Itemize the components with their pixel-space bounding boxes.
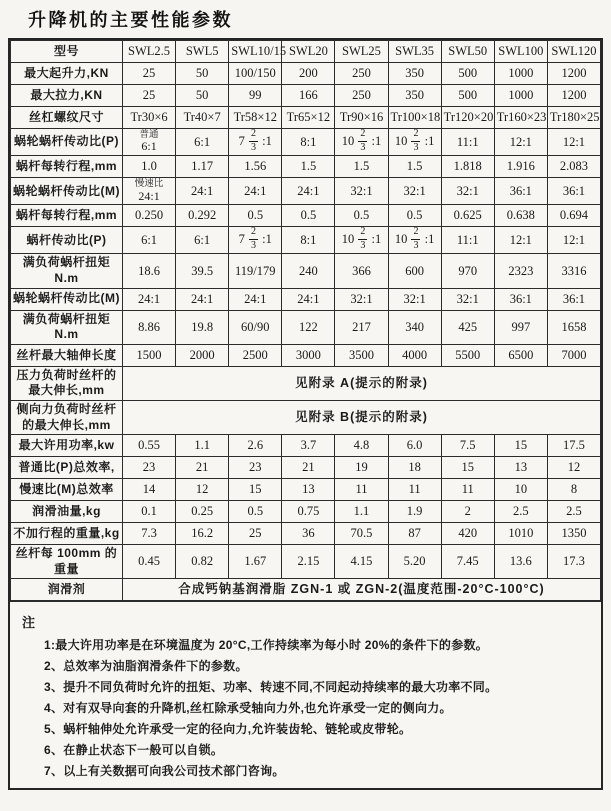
table-cell: 2.083: [547, 156, 600, 178]
table-cell: [229, 129, 282, 156]
table-cell: 250: [335, 63, 388, 85]
table-cell: 122: [282, 310, 335, 344]
column-header-model: SWL20: [282, 41, 335, 63]
table-cell: 12: [176, 479, 229, 501]
table-cell: 0.25: [176, 501, 229, 523]
table-cell: 25: [123, 63, 176, 85]
table-cell: 8.86: [123, 310, 176, 344]
table-cell: 15: [441, 457, 494, 479]
spanned-value-cell: 见附录 B(提示的附录): [123, 401, 601, 435]
table-cell: 5500: [441, 344, 494, 366]
table-cell: 4000: [388, 344, 441, 366]
table-cell: 25: [123, 85, 176, 107]
table-cell: 50: [176, 85, 229, 107]
table-cell: 17.3: [547, 545, 600, 579]
table-cell: 12:1: [547, 227, 600, 254]
ratio-suffix: :1: [259, 133, 272, 148]
table-cell: 17.5: [547, 435, 600, 457]
column-header-model: SWL25: [335, 41, 388, 63]
table-cell: 970: [441, 254, 494, 288]
fraction-numerator: 2: [358, 129, 367, 142]
table-cell: 1200: [547, 85, 600, 107]
row-label: 蜗轮蜗杆传动比(P): [11, 129, 123, 156]
table-cell: Tr40×7: [176, 107, 229, 129]
table-cell: 1000: [494, 63, 547, 85]
table-row: [11, 401, 601, 435]
table-cell: [388, 129, 441, 156]
table-row: [11, 254, 601, 288]
table-cell: 0.5: [229, 501, 282, 523]
table-cell: 0.625: [441, 205, 494, 227]
ratio-whole-part: 10: [394, 232, 411, 247]
table-cell: 0.694: [547, 205, 600, 227]
table-cell: 1.916: [494, 156, 547, 178]
table-cell: 0.55: [123, 435, 176, 457]
table-cell: 6.0: [388, 435, 441, 457]
notes-list: [20, 635, 589, 782]
table-cell: 2500: [229, 344, 282, 366]
table-cell: Tr180×25: [547, 107, 600, 129]
table-cell: 8:1: [282, 227, 335, 254]
table-cell: 24:1: [176, 288, 229, 310]
table-cell: 0.250: [123, 205, 176, 227]
table-cell: 6:1: [123, 227, 176, 254]
spanned-value-cell: 见附录 A(提示的附录): [123, 366, 601, 400]
ratio-suffix: :1: [368, 232, 382, 247]
page-title: 升降机的主要性能参数: [28, 10, 233, 30]
table-cell: 99: [229, 85, 282, 107]
table-cell: 350: [388, 85, 441, 107]
fraction-numerator: 2: [411, 129, 420, 142]
table-cell: 32:1: [388, 178, 441, 205]
table-cell: 420: [441, 523, 494, 545]
table-cell: Tr90×16: [335, 107, 388, 129]
table-cell: 2.5: [547, 501, 600, 523]
table-cell: 11: [335, 479, 388, 501]
table-cell: 3316: [547, 254, 600, 288]
table-cell: 1350: [547, 523, 600, 545]
fraction-numerator: 2: [249, 227, 258, 240]
fraction-denominator: 3: [360, 142, 366, 154]
table-cell: 13: [282, 479, 335, 501]
row-label: 润滑剂: [11, 579, 123, 601]
table-cell: 12:1: [494, 129, 547, 156]
note-item: 7、以上有关数据可向我公司技术部门咨询。: [44, 764, 285, 779]
table-row: [11, 310, 601, 344]
table-cell: 0.5: [229, 205, 282, 227]
table-row: [11, 501, 601, 523]
table-cell: 18.6: [123, 254, 176, 288]
table-cell: 11:1: [441, 129, 494, 156]
ratio-whole-part: 10: [341, 232, 358, 247]
row-label: 丝杠螺纹尺寸: [11, 107, 123, 129]
table-cell: 0.638: [494, 205, 547, 227]
table-cell: 36:1: [547, 178, 600, 205]
table-cell: 1.5: [282, 156, 335, 178]
table-row: [11, 344, 601, 366]
row-label: 最大拉力,KN: [11, 85, 123, 107]
table-cell: 0.5: [282, 205, 335, 227]
note-item: 5、蜗杆轴伸处允许承受一定的径向力,允许装齿轮、链轮或皮带轮。: [44, 722, 412, 737]
table-cell: 166: [282, 85, 335, 107]
stacked-cell-bottom: 24:1: [138, 188, 160, 203]
table-row: [11, 366, 601, 400]
table-cell: 240: [282, 254, 335, 288]
table-cell: 0.82: [176, 545, 229, 579]
table-cell: 24:1: [282, 178, 335, 205]
fraction-numerator: 2: [358, 227, 367, 240]
row-label: 蜗杆传动比(P): [11, 227, 123, 254]
column-header-model: SWL10/15: [229, 41, 282, 63]
table-cell: 32:1: [335, 178, 388, 205]
table-cell: 36:1: [494, 178, 547, 205]
table-cell: 39.5: [176, 254, 229, 288]
table-cell: 21: [282, 457, 335, 479]
row-label: 最大起升力,KN: [11, 63, 123, 85]
table-cell: 425: [441, 310, 494, 344]
table-cell: 500: [441, 63, 494, 85]
note-item: 3、提升不同负荷时允许的扭矩、功率、转速不同,不同起动持续率的最大功率不同。: [44, 680, 498, 695]
table-cell: 0.75: [282, 501, 335, 523]
table-header: [11, 41, 601, 63]
table-cell: Tr160×23: [494, 107, 547, 129]
ratio-suffix: :1: [368, 133, 382, 148]
table-cell: [335, 129, 388, 156]
table-cell: 32:1: [335, 288, 388, 310]
table-cell: 23: [123, 457, 176, 479]
notes-section: [10, 601, 601, 788]
table-cell: 1.5: [335, 156, 388, 178]
table-cell: 1.9: [388, 501, 441, 523]
table-cell: 87: [388, 523, 441, 545]
table-cell: 7.45: [441, 545, 494, 579]
table-cell: 2000: [176, 344, 229, 366]
table-cell: 36: [282, 523, 335, 545]
table-cell: 7.5: [441, 435, 494, 457]
table-cell: 13: [494, 457, 547, 479]
table-cell: 3.7: [282, 435, 335, 457]
table-cell: 5.20: [388, 545, 441, 579]
table-cell: 24:1: [229, 178, 282, 205]
ratio-whole-part: 10: [341, 133, 358, 148]
ratio-whole-part: 7: [238, 232, 249, 247]
table-cell: 1.5: [388, 156, 441, 178]
stacked-cell-top: 慢速比: [134, 179, 164, 190]
stacked-cell-top: 普通: [139, 130, 159, 140]
table-cell: 4.8: [335, 435, 388, 457]
table-cell: 24:1: [229, 288, 282, 310]
table-cell: [388, 227, 441, 254]
table-cell: 2.5: [494, 501, 547, 523]
row-label: 丝杆每 100mm 的重量: [11, 545, 123, 579]
fraction: [411, 129, 420, 153]
table-row: [11, 156, 601, 178]
fraction: [249, 227, 258, 251]
table-cell: [123, 178, 176, 205]
stacked-cell-bottom: 6:1: [141, 139, 157, 154]
fraction-numerator: 2: [411, 227, 420, 240]
fraction-denominator: 3: [413, 142, 419, 154]
table-cell: 0.5: [388, 205, 441, 227]
table-cell: 217: [335, 310, 388, 344]
note-item: 2、总效率为油脂润滑条件下的参数。: [44, 659, 248, 674]
column-header-model: SWL35: [388, 41, 441, 63]
table-cell: 13.6: [494, 545, 547, 579]
row-label: 满负荷蜗杆扭矩 N.m: [11, 310, 123, 344]
column-header-model: SWL50: [441, 41, 494, 63]
ratio-suffix: :1: [421, 232, 435, 247]
table-cell: 1658: [547, 310, 600, 344]
table-cell: 250: [335, 85, 388, 107]
table-cell: 366: [335, 254, 388, 288]
note-item: 6、在静止状态下一般可以自锁。: [44, 743, 224, 758]
table-cell: 12:1: [547, 129, 600, 156]
row-label: 润滑油量,kg: [11, 501, 123, 523]
table-cell: 1500: [123, 344, 176, 366]
table-cell: 14: [123, 479, 176, 501]
table-cell: 25: [229, 523, 282, 545]
table-cell: 1010: [494, 523, 547, 545]
table-cell: 24:1: [282, 288, 335, 310]
header-row: [11, 41, 601, 63]
table-cell: 19.8: [176, 310, 229, 344]
table-row: [11, 63, 601, 85]
table-cell: 12: [547, 457, 600, 479]
table-body: [11, 63, 601, 601]
table-cell: Tr65×12: [282, 107, 335, 129]
fraction: [358, 129, 367, 153]
row-label: 蜗杆每转行程,mm: [11, 205, 123, 227]
row-label: 蜗轮蜗杆传动比(M): [11, 178, 123, 205]
table-cell: 24:1: [176, 178, 229, 205]
row-label: 慢速比(M)总效率: [11, 479, 123, 501]
row-label: 最大许用功率,kw: [11, 435, 123, 457]
table-cell: 200: [282, 63, 335, 85]
table-row: [11, 205, 601, 227]
table-cell: 8:1: [282, 129, 335, 156]
row-label: 侧向力负荷时丝杆的最大伸长,mm: [11, 401, 123, 435]
row-label: 不加行程的重量,kg: [11, 523, 123, 545]
note-item: 1:最大许用功率是在环境温度为 20°C,工作持续率为每小时 20%的条件下的参数。: [44, 638, 489, 653]
ratio-suffix: :1: [259, 232, 272, 247]
table-cell: Tr120×20: [441, 107, 494, 129]
fraction-denominator: 3: [360, 240, 366, 252]
row-label: 满负荷蜗杆扭矩 N.m: [11, 254, 123, 288]
fraction-numerator: 2: [249, 129, 258, 142]
table-row: [11, 85, 601, 107]
table-cell: 997: [494, 310, 547, 344]
row-label: 压力负荷时丝杆的最大伸长,mm: [11, 366, 123, 400]
column-header-model: SWL2.5: [123, 41, 176, 63]
table-cell: 1.67: [229, 545, 282, 579]
table-cell: 2.6: [229, 435, 282, 457]
table-cell: [229, 227, 282, 254]
table-cell: 16.2: [176, 523, 229, 545]
table-cell: 340: [388, 310, 441, 344]
table-row: [11, 107, 601, 129]
table-row: [11, 523, 601, 545]
table-cell: 11:1: [441, 227, 494, 254]
table-cell: 600: [388, 254, 441, 288]
table-row: [11, 545, 601, 579]
fraction: [358, 227, 367, 251]
table-cell: 7000: [547, 344, 600, 366]
table-row: [11, 129, 601, 156]
ratio-suffix: :1: [421, 133, 435, 148]
table-row: [11, 579, 601, 601]
table-cell: 1200: [547, 63, 600, 85]
table-cell: 1.818: [441, 156, 494, 178]
fraction: [411, 227, 420, 251]
table-cell: 1.56: [229, 156, 282, 178]
table-cell: 0.45: [123, 545, 176, 579]
table-cell: 119/179: [229, 254, 282, 288]
table-cell: 60/90: [229, 310, 282, 344]
parameters-table-container: [8, 38, 603, 790]
fraction: [249, 129, 258, 153]
table-cell: 1.1: [335, 501, 388, 523]
table-cell: 3500: [335, 344, 388, 366]
table-row: [11, 435, 601, 457]
table-cell: 1.17: [176, 156, 229, 178]
table-cell: 15: [494, 435, 547, 457]
notes-heading: 注: [22, 615, 36, 631]
table-row: [11, 457, 601, 479]
table-cell: 36:1: [547, 288, 600, 310]
table-cell: 6500: [494, 344, 547, 366]
table-cell: 32:1: [388, 288, 441, 310]
spanned-value-cell: 合成钙钠基润滑脂 ZGN-1 或 ZGN-2(温度范围-20°C-100°C): [123, 579, 601, 601]
table-cell: 10: [494, 479, 547, 501]
table-row: [11, 288, 601, 310]
table-cell: 1000: [494, 85, 547, 107]
table-cell: 0.1: [123, 501, 176, 523]
table-cell: 2: [441, 501, 494, 523]
table-cell: Tr100×18: [388, 107, 441, 129]
table-cell: 19: [335, 457, 388, 479]
table-cell: 24:1: [123, 288, 176, 310]
column-header-model: SWL5: [176, 41, 229, 63]
table-cell: 36:1: [494, 288, 547, 310]
fraction-denominator: 3: [251, 240, 257, 252]
table-cell: 11: [441, 479, 494, 501]
table-cell: 100/150: [229, 63, 282, 85]
table-cell: 21: [176, 457, 229, 479]
table-cell: 7.3: [123, 523, 176, 545]
row-label: 普通比(P)总效率,: [11, 457, 123, 479]
table-cell: 2323: [494, 254, 547, 288]
ratio-whole-part: 10: [394, 133, 411, 148]
row-label: 蜗轮蜗杆传动比(M): [11, 288, 123, 310]
table-cell: [123, 129, 176, 156]
performance-parameters-table: [10, 40, 601, 601]
fraction-denominator: 3: [251, 142, 257, 154]
table-row: [11, 227, 601, 254]
note-item: 4、对有双导向套的升降机,丝杠除承受轴向力外,也允许承受一定的侧向力。: [44, 701, 452, 716]
ratio-whole-part: 7: [238, 133, 249, 148]
column-header-model: SWL100: [494, 41, 547, 63]
column-header-model: SWL120: [547, 41, 600, 63]
table-cell: 1.1: [176, 435, 229, 457]
table-cell: 50: [176, 63, 229, 85]
table-cell: 3000: [282, 344, 335, 366]
table-cell: 6:1: [176, 129, 229, 156]
table-cell: 8: [547, 479, 600, 501]
table-cell: 4.15: [335, 545, 388, 579]
table-cell: 15: [229, 479, 282, 501]
table-cell: 32:1: [441, 178, 494, 205]
table-cell: 6:1: [176, 227, 229, 254]
fraction-denominator: 3: [413, 240, 419, 252]
table-cell: 500: [441, 85, 494, 107]
table-cell: 2.15: [282, 545, 335, 579]
table-cell: 70.5: [335, 523, 388, 545]
table-cell: 11: [388, 479, 441, 501]
table-cell: 18: [388, 457, 441, 479]
table-cell: Tr58×12: [229, 107, 282, 129]
table-cell: 32:1: [441, 288, 494, 310]
table-cell: [335, 227, 388, 254]
row-label: 丝杆最大轴伸长度: [11, 344, 123, 366]
table-cell: Tr30×6: [123, 107, 176, 129]
table-cell: 1.0: [123, 156, 176, 178]
table-row: [11, 479, 601, 501]
table-cell: 350: [388, 63, 441, 85]
row-label: 蜗杆每转行程,mm: [11, 156, 123, 178]
table-cell: 12:1: [494, 227, 547, 254]
table-cell: 0.292: [176, 205, 229, 227]
table-cell: 0.5: [335, 205, 388, 227]
table-cell: 23: [229, 457, 282, 479]
header-label-model: 型号: [11, 41, 123, 63]
table-row: [11, 178, 601, 205]
